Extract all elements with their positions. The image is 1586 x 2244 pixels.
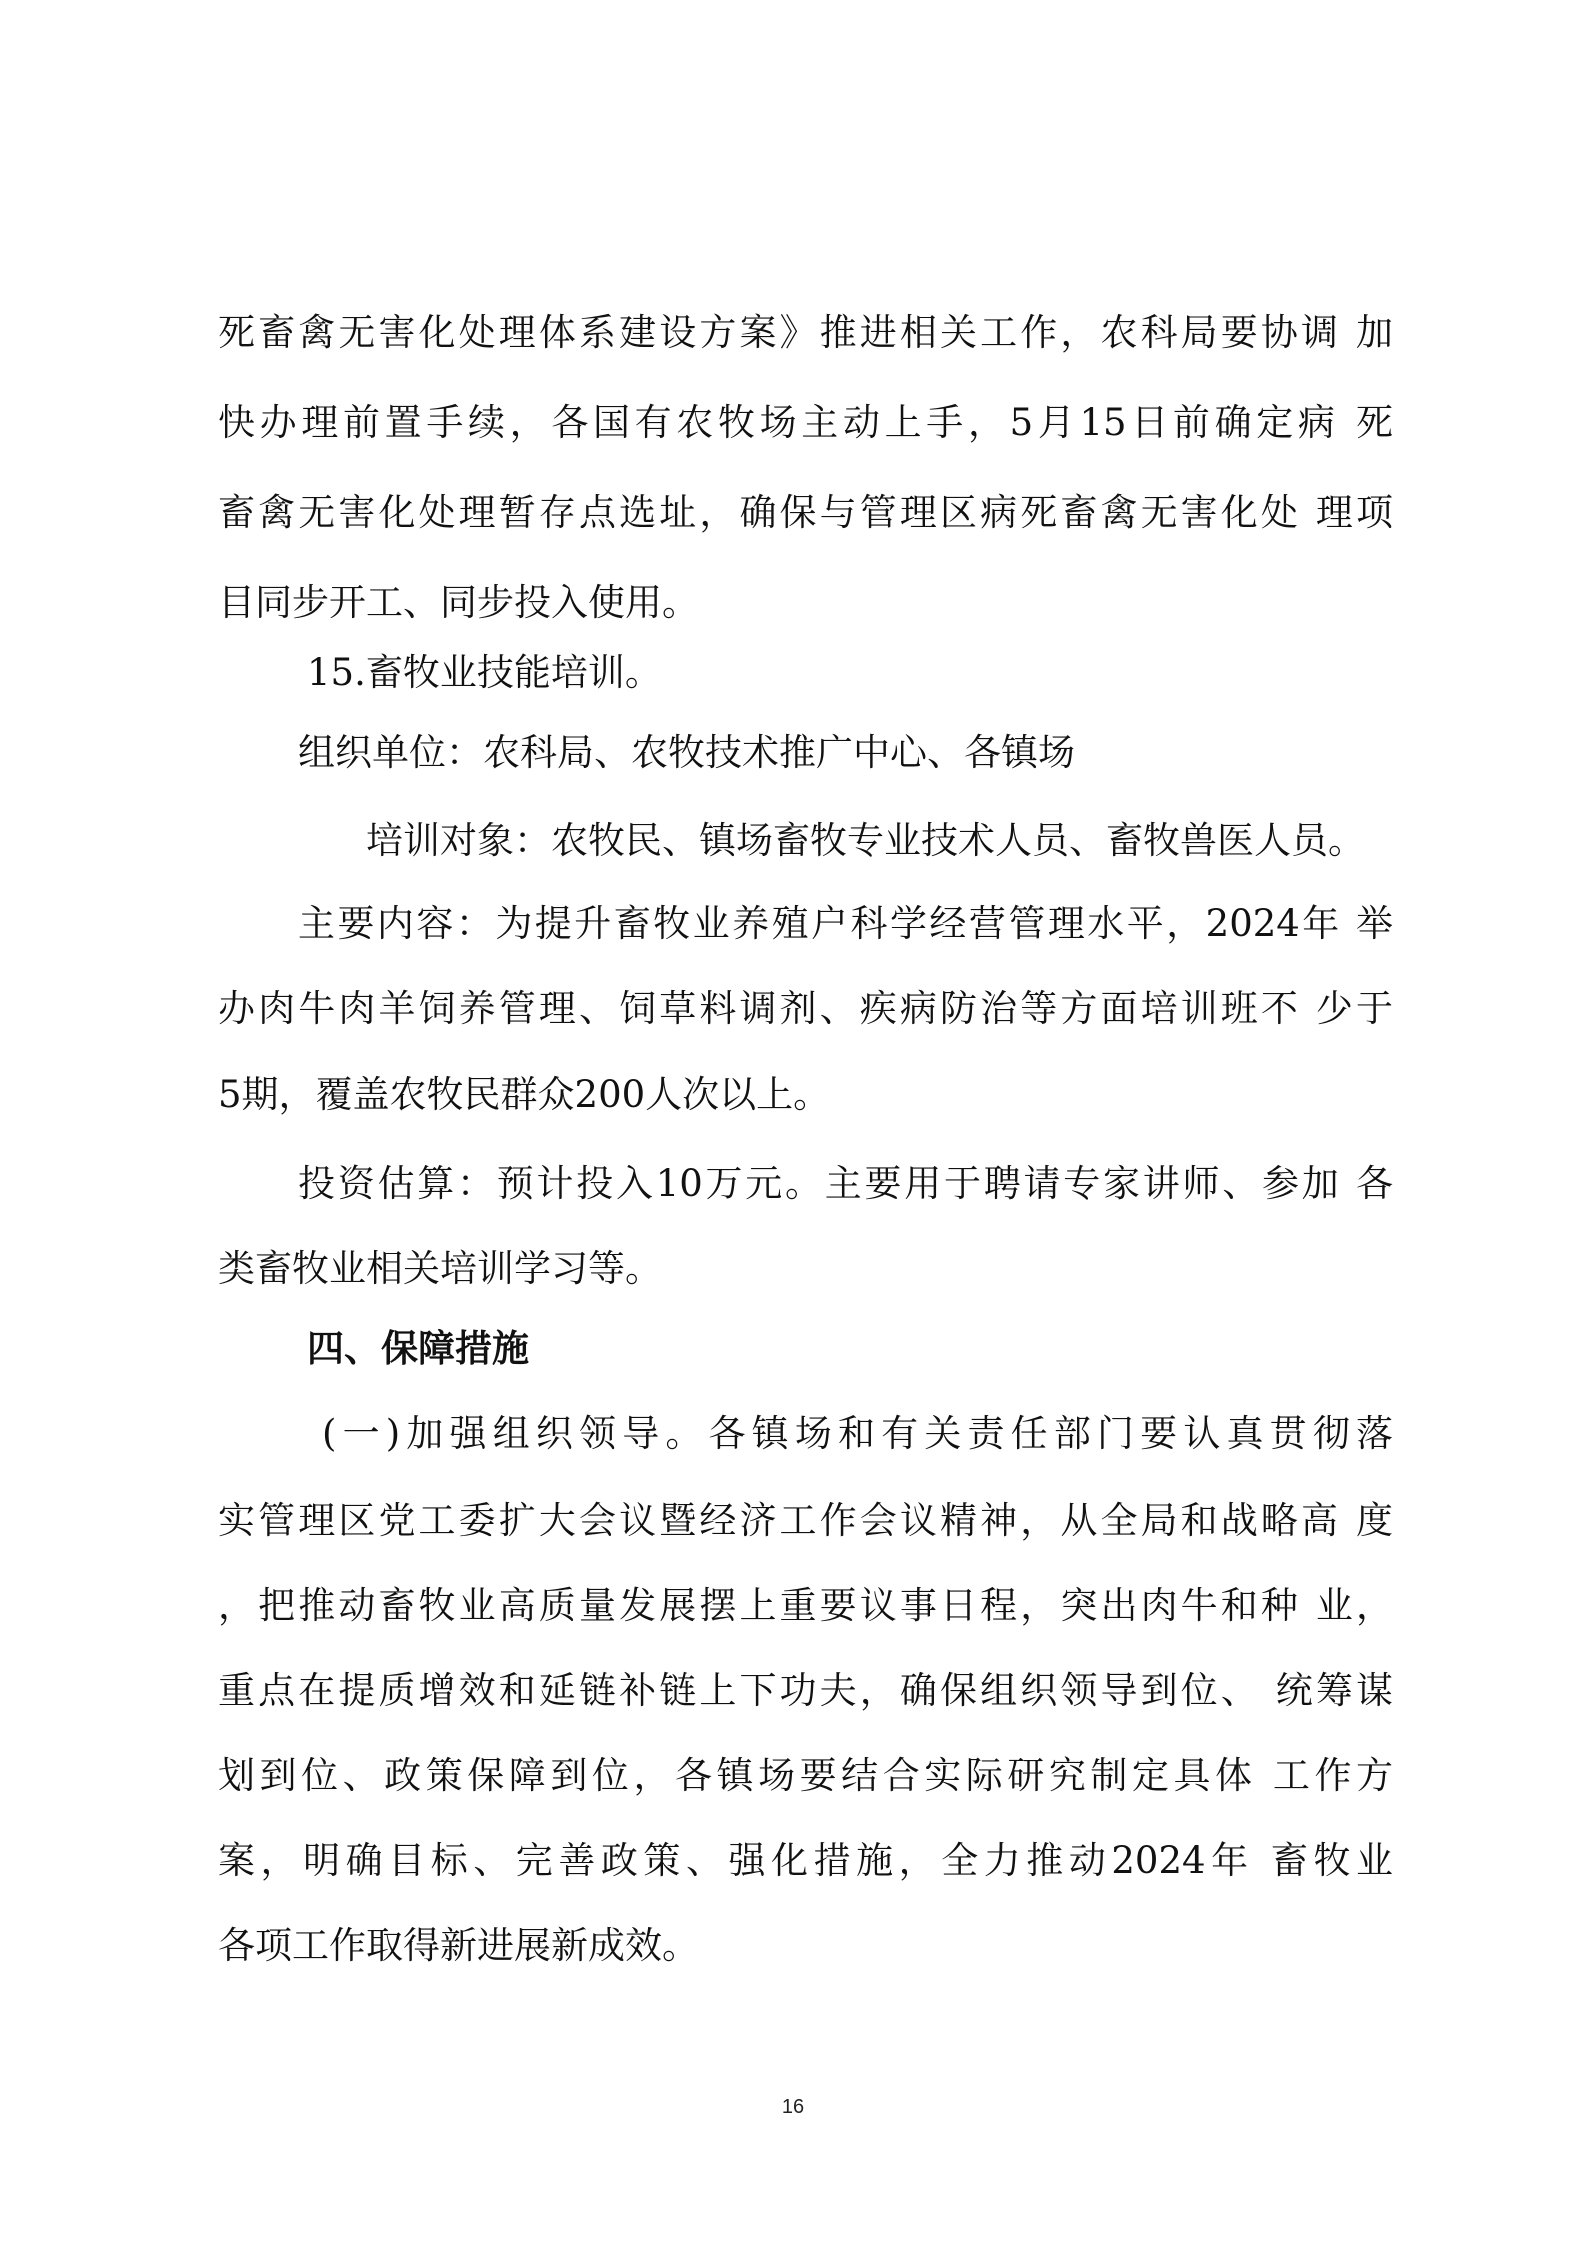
paragraph-line: 畜禽无害化处理暂存点选址，确保与管理区病死畜禽无害化处 理项 <box>218 491 1393 534</box>
item-15-title: 15.畜牧业技能培训。 <box>307 651 662 694</box>
paragraph-line: 办肉牛肉羊饲养管理、饲草料调剂、疾病防治等方面培训班不 少于 <box>218 987 1393 1030</box>
paragraph-line: 各项工作取得新进展新成效。 <box>218 1924 699 1967</box>
paragraph-line: 投资估算：预计投入10万元。主要用于聘请专家讲师、参加 各 <box>298 1162 1393 1205</box>
section-4-heading: 四、保障措施 <box>307 1327 529 1370</box>
paragraph-line: 划到位、政策保障到位，各镇场要结合实际研究制定具体 工作方 <box>218 1754 1393 1797</box>
item-15-organizer: 组织单位：农科局、农牧技术推广中心、各镇场 <box>298 731 1075 774</box>
item-15-target: 培训对象：农牧民、镇场畜牧专业技术人员、畜牧兽医人员。 <box>366 819 1365 862</box>
paragraph-line: 目同步开工、同步投入使用。 <box>218 581 699 624</box>
page-number: 16 <box>781 2096 805 2118</box>
paragraph-line: 案，明确目标、完善政策、强化措施，全力推动2024年 畜牧业 <box>218 1839 1393 1882</box>
paragraph-line: 类畜牧业相关培训学习等。 <box>218 1247 662 1290</box>
paragraph-line: ，把推动畜牧业高质量发展摆上重要议事日程，突出肉牛和种 业， <box>218 1584 1393 1627</box>
paragraph-line: 主要内容：为提升畜牧业养殖户科学经营管理水平，2024年 举 <box>298 902 1393 945</box>
paragraph-line: 死畜禽无害化处理体系建设方案》推进相关工作，农科局要协调 加 <box>218 311 1393 354</box>
paragraph-line: (一)加强组织领导。各镇场和有关责任部门要认真贯彻落 <box>322 1412 1393 1455</box>
paragraph-line: 重点在提质增效和延链补链上下功夫，确保组织领导到位、 统筹谋 <box>218 1669 1393 1712</box>
paragraph-line: 5期，覆盖农牧民群众200人次以上。 <box>218 1073 831 1116</box>
paragraph-line: 快办理前置手续，各国有农牧场主动上手，5月15日前确定病 死 <box>218 401 1393 444</box>
paragraph-line: 实管理区党工委扩大会议暨经济工作会议精神，从全局和战略高 度 <box>218 1499 1393 1542</box>
